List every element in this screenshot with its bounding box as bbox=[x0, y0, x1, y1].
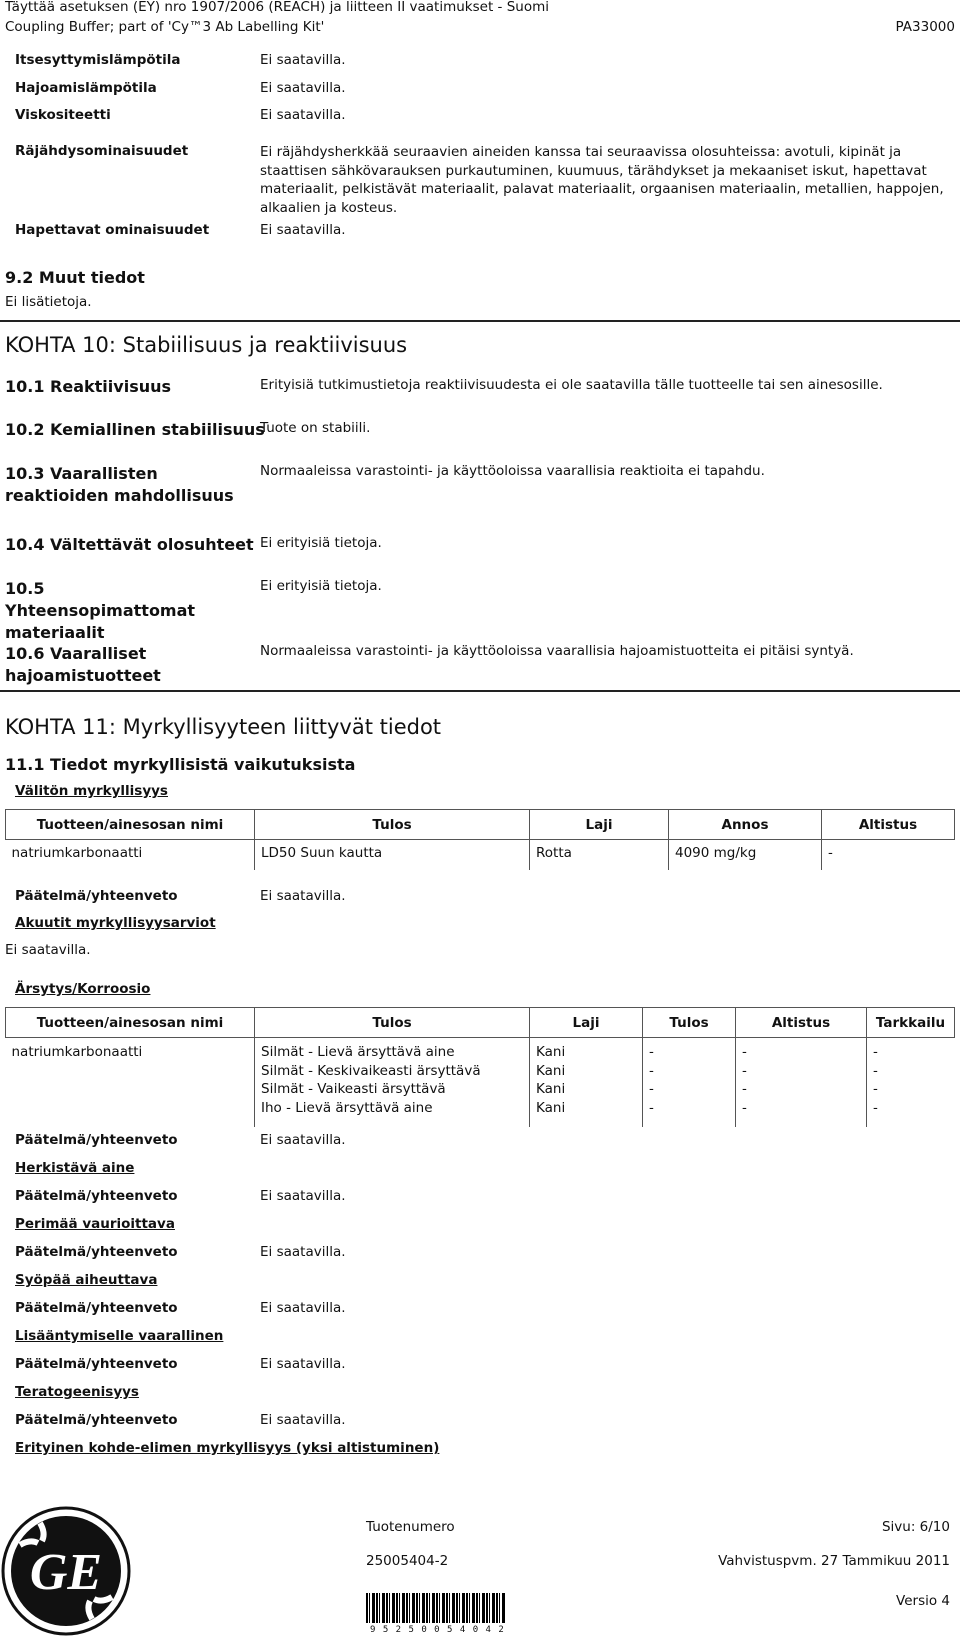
conclusion-value: Ei saatavilla. bbox=[260, 1356, 346, 1372]
irritation-table bbox=[5, 1007, 955, 1127]
table-cell: natriumkarbonaatti bbox=[6, 840, 255, 871]
page-indicator: Sivu: 6/10 bbox=[881, 1519, 950, 1535]
group-heading-reproductive: Lisääntymiselle vaarallinen bbox=[15, 1328, 224, 1344]
column-header: Tuotteen/ainesosan nimi bbox=[6, 1008, 255, 1038]
column-header: Tarkkailu bbox=[867, 1008, 955, 1038]
prop-label: Itsesyttymislämpötila bbox=[15, 52, 181, 68]
section-divider bbox=[0, 690, 960, 692]
dash: - bbox=[649, 1081, 654, 1097]
column-header: Altistus bbox=[822, 810, 955, 840]
conclusion-label: Päätelmä/yhteenveto bbox=[15, 1300, 178, 1316]
dash: - bbox=[742, 1062, 747, 1079]
item-value: Normaaleissa varastointi- ja käyttöoloissa vaarallisia reaktioita ei tapahdu. bbox=[260, 463, 765, 479]
item-label: 10.1 Reaktiivisuus bbox=[5, 377, 172, 396]
species-line: Kani bbox=[536, 1081, 566, 1097]
conclusion-label: Päätelmä/yhteenveto bbox=[15, 1244, 178, 1260]
table-cell bbox=[736, 1038, 867, 1128]
conclusion-label: Päätelmä/yhteenveto bbox=[15, 1412, 178, 1428]
species-line: Kani bbox=[536, 1044, 566, 1060]
dash: - bbox=[873, 1081, 878, 1097]
item-label: 10.2 Kemiallinen stabiilisuus bbox=[5, 420, 265, 439]
dash: - bbox=[649, 1062, 654, 1079]
acute-estimates-value: Ei saatavilla. bbox=[5, 942, 91, 958]
conclusion-value: Ei saatavilla. bbox=[260, 1244, 346, 1260]
item-value: Erityisiä tutkimustietoja reaktiivisuudesta ei ole saatavilla tälle tuotteelle tai sen ainesosille. bbox=[260, 377, 883, 393]
table-header-row bbox=[6, 1008, 955, 1038]
table-cell: natriumkarbonaatti bbox=[6, 1038, 255, 1128]
section-11-title: KOHTA 11: Myrkyllisyyteen liittyvät tiedot bbox=[5, 715, 442, 739]
prop-value: Ei saatavilla. bbox=[260, 107, 346, 123]
acute-toxicity-table bbox=[5, 809, 955, 870]
group-heading-mutagenicity: Perimää vaurioittava bbox=[15, 1216, 175, 1232]
section-9-2-title: 9.2 Muut tiedot bbox=[5, 268, 145, 287]
species-line: Kani bbox=[536, 1099, 566, 1116]
dash: - bbox=[873, 1044, 878, 1060]
item-value: Normaaleissa varastointi- ja käyttöoloissa vaarallisia hajoamistuotteita ei pitäisi syntyä. bbox=[260, 643, 854, 659]
column-header: Tulos bbox=[255, 810, 530, 840]
prop-value: Ei saatavilla. bbox=[260, 222, 346, 238]
table-cell bbox=[643, 1038, 736, 1128]
table-row bbox=[6, 1038, 955, 1128]
item-label: 10.3 Vaarallisten reaktioiden mahdollisuus bbox=[5, 464, 234, 505]
conclusion-label: Päätelmä/yhteenveto bbox=[15, 888, 178, 904]
dash: - bbox=[873, 1062, 878, 1079]
conclusion-value: Ei saatavilla. bbox=[260, 888, 346, 904]
result-line: Iho - Lievä ärsyttävä aine bbox=[261, 1099, 433, 1116]
product-code: PA33000 bbox=[895, 19, 955, 35]
result-line: Silmät - Keskivaikeasti ärsyttävä bbox=[261, 1062, 481, 1079]
conclusion-value: Ei saatavilla. bbox=[260, 1412, 346, 1428]
dash: - bbox=[742, 1044, 747, 1060]
item-label: 10.5 Yhteensopimattomat materiaalit bbox=[5, 579, 196, 642]
column-header: Altistus bbox=[736, 1008, 867, 1038]
group-heading-sensitiser: Herkistävä aine bbox=[15, 1160, 135, 1176]
logo-text: GE bbox=[29, 1544, 103, 1601]
dash: - bbox=[742, 1081, 747, 1097]
conclusion-label: Päätelmä/yhteenveto bbox=[15, 1188, 178, 1204]
prop-value: Ei saatavilla. bbox=[260, 52, 346, 68]
section-11-1-title: 11.1 Tiedot myrkyllisistä vaikutuksista bbox=[5, 755, 356, 774]
conclusion-value: Ei saatavilla. bbox=[260, 1132, 346, 1148]
group-heading-carcinogenicity: Syöpää aiheuttava bbox=[15, 1272, 158, 1288]
product-number: 25005404-2 bbox=[366, 1553, 449, 1569]
table-cell bbox=[867, 1038, 955, 1128]
section-divider bbox=[0, 320, 960, 322]
column-header: Tuotteen/ainesosan nimi bbox=[6, 810, 255, 840]
dash: - bbox=[649, 1044, 654, 1060]
conclusion-value: Ei saatavilla. bbox=[260, 1300, 346, 1316]
dash: - bbox=[742, 1099, 747, 1116]
barcode-digits: 9 5 2 5 0 0 5 4 0 4 2 bbox=[370, 1625, 505, 1635]
stot-heading: Erityinen kohde-elimen myrkyllisyys (yksi altistuminen) bbox=[15, 1440, 440, 1456]
product-name: Coupling Buffer; part of 'Cy™3 Ab Labelling Kit' bbox=[5, 19, 325, 35]
conclusion-value: Ei saatavilla. bbox=[260, 1188, 346, 1204]
ge-logo-icon bbox=[0, 1505, 132, 1637]
product-number-label: Tuotenumero bbox=[366, 1519, 455, 1535]
result-line: Silmät - Lievä ärsyttävä aine bbox=[261, 1044, 455, 1060]
barcode bbox=[366, 1593, 506, 1623]
table-cell: 4090 mg/kg bbox=[669, 840, 822, 871]
ge-logo bbox=[0, 1505, 132, 1637]
dash: - bbox=[649, 1099, 654, 1116]
dash: - bbox=[873, 1099, 878, 1116]
conclusion-label: Päätelmä/yhteenveto bbox=[15, 1356, 178, 1372]
column-header: Annos bbox=[669, 810, 822, 840]
item-label: 10.6 Vaaralliset hajoamistuotteet bbox=[5, 644, 161, 685]
item-value: Ei erityisiä tietoja. bbox=[260, 578, 382, 594]
irritation-heading: Ärsytys/Korroosio bbox=[15, 981, 151, 997]
section-9-2-text: Ei lisätietoja. bbox=[5, 294, 92, 310]
column-header: Tulos bbox=[643, 1008, 736, 1038]
section-10-title: KOHTA 10: Stabiilisuus ja reaktiivisuus bbox=[5, 333, 408, 357]
item-value: Tuote on stabiili. bbox=[260, 420, 371, 436]
table-cell: Rotta bbox=[530, 840, 669, 871]
acute-estimates-heading: Akuutit myrkyllisyysarviot bbox=[15, 915, 216, 931]
species-line: Kani bbox=[536, 1062, 566, 1079]
column-header: Laji bbox=[530, 810, 669, 840]
prop-label: Viskositeetti bbox=[15, 107, 111, 123]
revision-date: Vahvistuspvm. 27 Tammikuu 2011 bbox=[718, 1553, 950, 1569]
regulation-line: Täyttää asetuksen (EY) nro 1907/2006 (REACH) ja liitteen II vaatimukset - Suomi bbox=[5, 0, 549, 15]
table-cell bbox=[255, 1038, 530, 1128]
prop-label: Hapettavat ominaisuudet bbox=[15, 222, 210, 238]
prop-value: Ei räjähdysherkkää seuraavien aineiden kanssa tai seuraavissa olosuhteissa: avotuli, kipinät ja staattisen sähkövarauksen purkautuminen, kuumuus, tärähdykset ja mekaaniset iskut, hapettavat materiaalit, pelkistävät materiaalit, palavat materiaalit, orgaanisen materiaalin, metallien, happojen, alkaalien ja kosteus. bbox=[260, 144, 944, 216]
table-row bbox=[6, 840, 955, 871]
item-label: 10.4 Vältettävät olosuhteet bbox=[5, 535, 254, 554]
table-header-row bbox=[6, 810, 955, 840]
conclusion-label: Päätelmä/yhteenveto bbox=[15, 1132, 178, 1148]
column-header: Tulos bbox=[255, 1008, 530, 1038]
table-cell: - bbox=[828, 845, 833, 861]
acute-toxicity-heading: Välitön myrkyllisyys bbox=[15, 783, 168, 799]
table-cell bbox=[530, 1038, 643, 1128]
item-value: Ei erityisiä tietoja. bbox=[260, 535, 382, 551]
prop-label: Räjähdysominaisuudet bbox=[15, 143, 189, 159]
table-cell: LD50 Suun kautta bbox=[255, 840, 530, 871]
prop-label: Hajoamislämpötila bbox=[15, 80, 157, 96]
result-line: Silmät - Vaikeasti ärsyttävä bbox=[261, 1081, 446, 1097]
group-heading-teratogenicity: Teratogeenisyys bbox=[15, 1384, 139, 1400]
column-header: Laji bbox=[530, 1008, 643, 1038]
prop-value: Ei saatavilla. bbox=[260, 80, 346, 96]
version: Versio 4 bbox=[896, 1593, 950, 1609]
